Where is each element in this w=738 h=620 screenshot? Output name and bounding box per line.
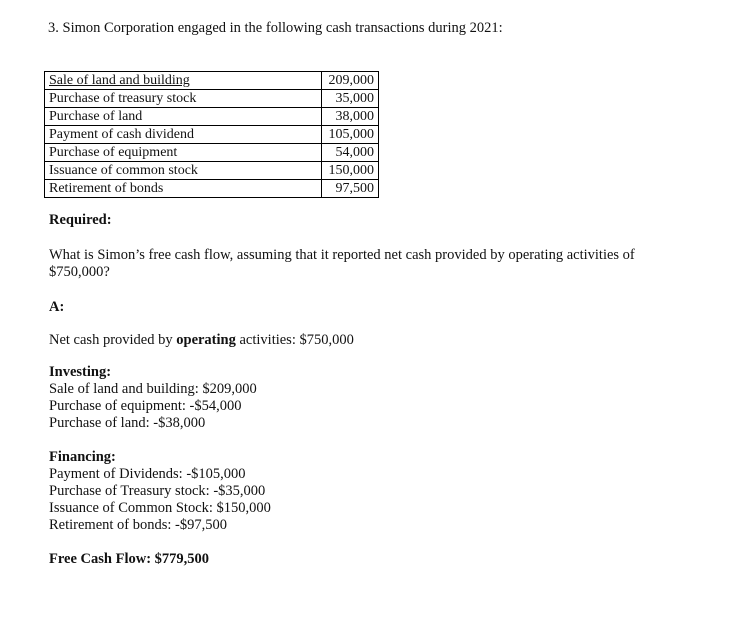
investing-section: [49, 364, 257, 432]
transaction-amount: 54,000: [322, 144, 379, 162]
financing-line: Retirement of bonds: -$97,500: [49, 517, 228, 533]
transaction-label: Purchase of treasury stock: [45, 90, 322, 108]
transaction-label: Purchase of land: [45, 108, 322, 126]
table-row: [45, 144, 379, 162]
operating-suffix: activities: $750,000: [235, 332, 354, 348]
operating-bold: operating: [176, 332, 236, 348]
investing-line: Purchase of equipment: -$54,000: [49, 398, 242, 414]
financing-line: Issuance of Common Stock: $150,000: [49, 500, 271, 516]
investing-heading: Investing:: [49, 364, 112, 380]
table-row: [45, 126, 379, 144]
transaction-label: Retirement of bonds: [45, 180, 322, 198]
table-row: [45, 90, 379, 108]
investing-line: Sale of land and building: $209,000: [49, 381, 257, 397]
transaction-amount: 35,000: [322, 90, 379, 108]
transactions-table: [44, 71, 379, 198]
financing-heading: Financing:: [49, 449, 116, 465]
table-row: [45, 72, 379, 90]
table-row: [45, 162, 379, 180]
transaction-amount: 97,500: [322, 180, 379, 198]
answer-label: A:: [49, 299, 65, 315]
transaction-label: Issuance of common stock: [45, 162, 322, 180]
transaction-label: Purchase of equipment: [45, 144, 322, 162]
financing-section: [49, 449, 271, 534]
table-row: [45, 108, 379, 126]
operating-prefix: Net cash provided by: [49, 332, 177, 348]
investing-line: Purchase of land: -$38,000: [49, 415, 206, 431]
transaction-label: Sale of land and building: [45, 72, 322, 90]
transaction-amount: 38,000: [322, 108, 379, 126]
required-heading: Required:: [49, 212, 112, 228]
free-cash-flow: Free Cash Flow: $779,500: [49, 551, 210, 567]
table-row: [45, 180, 379, 198]
operating-line: [49, 332, 354, 349]
transaction-amount: 150,000: [322, 162, 379, 180]
transaction-amount: 105,000: [322, 126, 379, 144]
transaction-amount: 209,000: [322, 72, 379, 90]
required-text: What is Simon’s free cash flow, assuming that it reported net cash provided by operating activities of $750,000?: [49, 247, 635, 280]
financing-line: Purchase of Treasury stock: -$35,000: [49, 483, 266, 499]
transaction-label: Payment of cash dividend: [45, 126, 322, 144]
question-text: 3. Simon Corporation engaged in the following cash transactions during 2021:: [48, 20, 503, 36]
financing-line: Payment of Dividends: -$105,000: [49, 466, 246, 482]
